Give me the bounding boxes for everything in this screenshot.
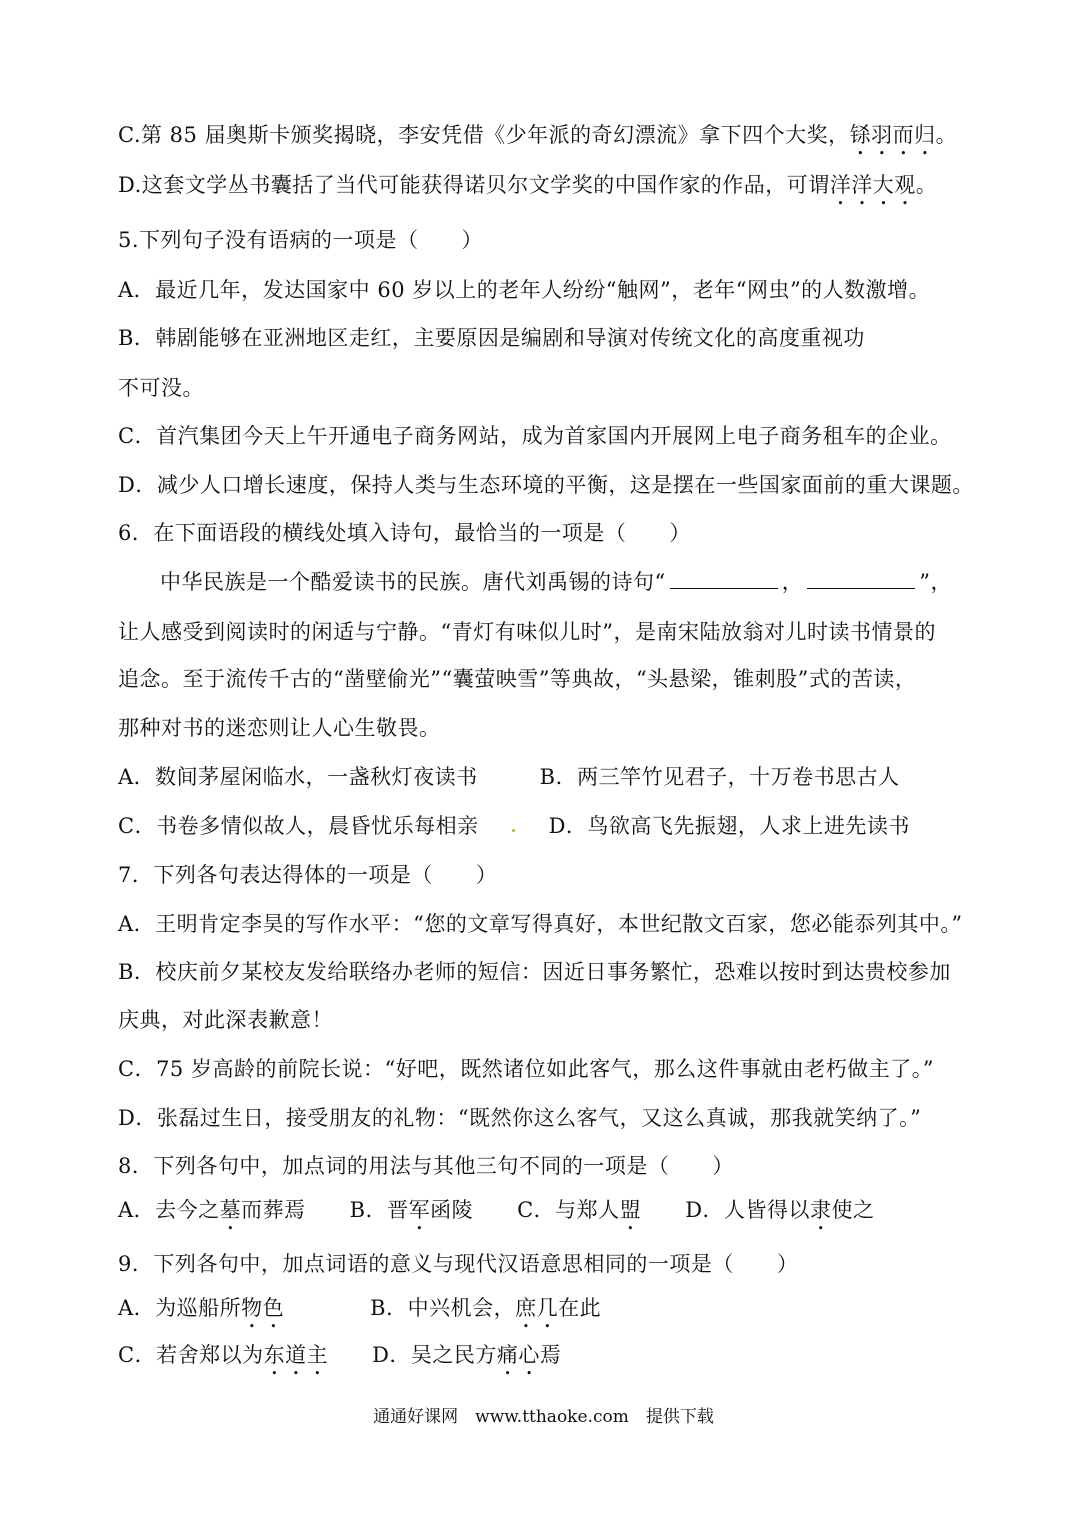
option-7a: A．王明肯定李昊的写作水平：“您的文章写得真好，本世纪散文百家，您必能忝列其中。” bbox=[118, 912, 963, 936]
stray-mark bbox=[512, 829, 515, 832]
option-8c: C．与郑人盟 bbox=[517, 1198, 642, 1222]
option-5a: A．最近几年，发达国家中 60 岁以上的老年人纷纷“触网”，老年“网虫”的人数激增。 bbox=[118, 278, 931, 302]
options-6cd bbox=[118, 811, 910, 841]
passage-line-4: 那种对书的迷恋则让人心生敬畏。 bbox=[118, 716, 441, 740]
option-7b: B．校庆前夕某校友发给联络办老师的短信：因近日事务繁忙，恐难以按时到达贵校参加 bbox=[118, 960, 951, 984]
option-4d: D.这套文学丛书囊括了当代可能获得诺贝尔文学奖的中国作家的作品，可谓洋洋大观。 bbox=[118, 173, 938, 197]
option-7b-cont: 庆典，对此深表歉意！ bbox=[118, 1008, 333, 1032]
options-9ab bbox=[118, 1293, 601, 1333]
dotted-word: 东道主 bbox=[263, 1343, 329, 1367]
option-6a: A．数间茅屋闲临水，一盏秋灯夜读书 bbox=[118, 765, 478, 789]
blank-line bbox=[670, 570, 778, 589]
option-6d: D．鸟欲高飞先振翅，人求上进先读书 bbox=[548, 814, 910, 838]
options-6ab bbox=[118, 762, 900, 792]
dotted-word: 痛心 bbox=[496, 1343, 540, 1367]
option-7d: D．张磊过生日，接受朋友的礼物：“既然你这么客气，又这么真诚，那我就笑纳了。” bbox=[118, 1106, 922, 1130]
option-7c: C．75 岁高龄的前院长说：“好吧，既然诸位如此客气，那么这件事就由老朽做主了。” bbox=[118, 1057, 934, 1081]
question-6: 6．在下面语段的横线处填入诗句，最恰当的一项是（ ） bbox=[118, 521, 691, 545]
dotted-word: 军 bbox=[408, 1198, 431, 1222]
question-7: 7．下列各句表达得体的一项是（ ） bbox=[118, 863, 498, 887]
dotted-word: 盟 bbox=[619, 1198, 642, 1222]
option-6b: B．两三竿竹见君子，十万卷书思古人 bbox=[539, 765, 900, 789]
dotted-word: 庶几 bbox=[515, 1296, 559, 1320]
option-6c: C．书卷多情似故人，晨昏忧乐每相亲 bbox=[118, 814, 479, 838]
option-8b: B．晋军函陵 bbox=[349, 1198, 474, 1222]
page-footer: 通通好课网 www.tthaoke.com 提供下载 bbox=[373, 1407, 714, 1427]
dotted-word: 隶 bbox=[810, 1198, 832, 1222]
passage-line-1: 中华民族是一个酷爱读书的民族。唐代刘禹锡的诗句“ ， ”， bbox=[160, 570, 952, 594]
dotted-word: 铩羽而归 bbox=[849, 123, 936, 147]
option-5d: D．减少人口增长速度，保持人类与生态环境的平衡，这是摆在一些国家面前的重大课题。 bbox=[118, 473, 974, 497]
option-9d: D．吴之民方痛心焉 bbox=[372, 1343, 562, 1367]
question-8: 8．下列各句中，加点词的用法与其他三句不同的一项是（ ） bbox=[118, 1154, 734, 1178]
option-8d: D．人皆得以隶使之 bbox=[685, 1198, 875, 1222]
option-5b-cont: 不可没。 bbox=[118, 376, 204, 400]
dotted-word: 洋洋大观 bbox=[829, 173, 916, 197]
passage-line-2: 让人感受到阅读时的闲适与宁静。“青灯有味似儿时”，是南宋陆放翁对儿时读书情景的 bbox=[118, 620, 936, 644]
option-4c: C.第 85 届奥斯卡颁奖揭晓，李安凭借《少年派的奇幻漂流》拿下四个大奖，铩羽而归。 bbox=[118, 123, 958, 147]
options-8 bbox=[118, 1195, 875, 1235]
option-9b: B．中兴机会，庶几在此 bbox=[370, 1296, 602, 1320]
dotted-word: 墓 bbox=[219, 1198, 242, 1222]
option-9c: C．若舍郑以为东道主 bbox=[118, 1343, 329, 1367]
option-9a: A．为巡船所物色 bbox=[118, 1296, 285, 1320]
option-5b: B．韩剧能够在亚洲地区走红，主要原因是编剧和导演对传统文化的高度重视功 bbox=[118, 326, 865, 350]
blank-line bbox=[807, 570, 915, 589]
question-9: 9．下列各句中，加点词语的意义与现代汉语意思相同的一项是（ ） bbox=[118, 1252, 799, 1276]
dotted-word: 物色 bbox=[241, 1296, 285, 1320]
option-5c: C．首汽集团今天上午开通电子商务网站，成为首家国内开展网上电子商务租车的企业。 bbox=[118, 424, 952, 448]
option-8a: A．去今之墓而葬焉 bbox=[118, 1198, 306, 1222]
passage-line-3: 追念。至于流传千古的“凿壁偷光”“囊萤映雪”等典故，“头悬梁，锥刺股”式的苦读， bbox=[118, 667, 917, 691]
options-9cd bbox=[118, 1340, 561, 1380]
question-5: 5.下列句子没有语病的一项是（ ） bbox=[118, 228, 484, 252]
